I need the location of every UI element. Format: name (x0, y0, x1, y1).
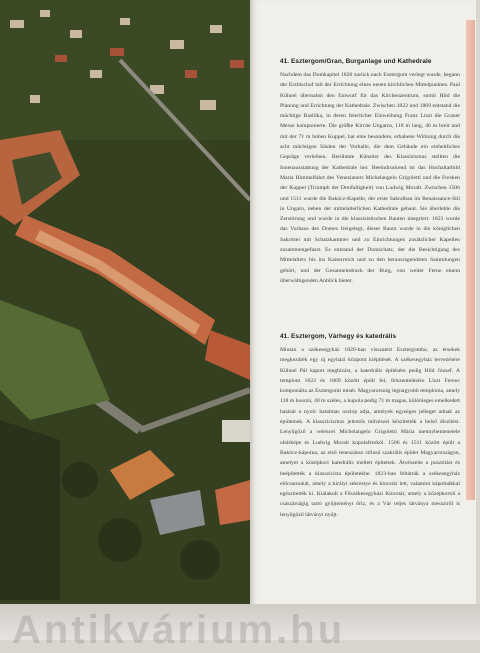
text-page (250, 0, 476, 608)
aerial-photo (0, 0, 250, 610)
section-german (280, 58, 460, 286)
section-heading: 41. Esztergom, Várhegy és katedrális (280, 333, 397, 340)
aerial-photo-esztergom-icon (0, 0, 250, 610)
section-body: Nachdem das Domkapitel 1820 zurück nach Esztergom verlegt wurde, begann der Erzbischof mit der Errichtung eines neuen kirchlichen Mittelpunktes. Paul Kühnel übernahm den Entwurf für das Kirchenzentrum, somit Hild die Planung und Errichtung der Kathedrale. Zwischen 1822 und 1869 entstand die mächtige Basilika, in deren feierlicher Einweihung Franz Liszt die Graner Messe komponierte. Die größte Kirche Ungarns, 118 m lang, 40 m breit und mit der 71 m hohen Kuppel, hat eine besondere, erhabene Wirkung durch die acht mächtigen Säulen der Vorhalle, die dem Gebäude ein einheitliches Gepräge verleihen. Berühmte Künstler des Klassizismus stellten die Innenausstattung der Kathedrale her. Beeindruckend ist das Hochaltarbild Maria Himmelfahrt des Venezianers Michelangelo Grigoletti und die Fresken der Kuppel (Triumph der Dreifaltigkeit) von Ludwig Moralt. Zwischen 1506 und 1511 wurde die Bakócz-Kapelle, der erste Sakralbau im Renaissance-Stil in Ungarn, neben der mittelalterlichen Kathedrale gebaut. Sie überlebte die Zerstörung und wurde in die klassizistischen Bauten integriert. 1823 wurde das Vorhaus des Domes freigelegt, dieser Raum wurde in die königlichen Sakristei mit Schatzkammer und zu Einrichtungen zusätzlicher Kapellen zusammengefasst. Es entstand der Domschatz, der die Besichtigung des Mittelalters bis ins Kaiserreich und zu den herausragendsten Sammlungen gehört, und der Gesamteindruck der Burg, von weiter Ferne einem überwältigenden Anblick bietet. (280, 72, 460, 284)
watermark: Antikvárium.hu (12, 608, 346, 652)
section-hungarian (280, 333, 460, 520)
page-edge (466, 20, 475, 500)
section-body: Miután a székesegyház 1820-ban visszatért Esztergomba, az érsekek megkezdték egy új egyházi központ kiépítését. A székesegyház tervezésére Kühnel Pál kapott megbízást, a katedrális építésére pedig Hild József. A templom 1822 és 1869 között épült fel, felszentelésére Liszt Ferenc komponálta az Esztergomi misét. Magyarország legnagyobb temploma, amely 118 m hosszú, 40 m széles, a kupola pedig 71 m magas, különleges emelkedett hatását a nyolc hatalmas oszlop adja, amelyek egységes jelleget adnak az épületnek. A klasszicizmus jelentős művészei készítették a belső díszítést. Lenyűgöző a velencei Michelangelo Grigoletti Mária mennybemenetele oltárképe és Ludwig Moralt kupolafreskói. 1506 és 1511 között épült a Bakócz-kápolna, az első reneszánsz stílusú szakrális épület Magyarországon, amelyet a középkori katedrális mellett építettek. Átvészelte a pusztítást és beépítették a klasszicista épületekbe. 1823-ban feltárták a székesegyház előcsarnokát, amely a királyi sekrestye és kincstár lett, valamint kápolnákkal egészítették ki. Kialakult a Főszékesegyházi Kincstár, amely a középkortól a császárságig tartó gyűjteményt őriz, és a Vár teljes látványa messziről is lenyűgöző látványt nyújt. (280, 347, 460, 518)
section-heading: 41. Esztergom/Gran, Burganlage und Kathedrale (280, 58, 432, 65)
